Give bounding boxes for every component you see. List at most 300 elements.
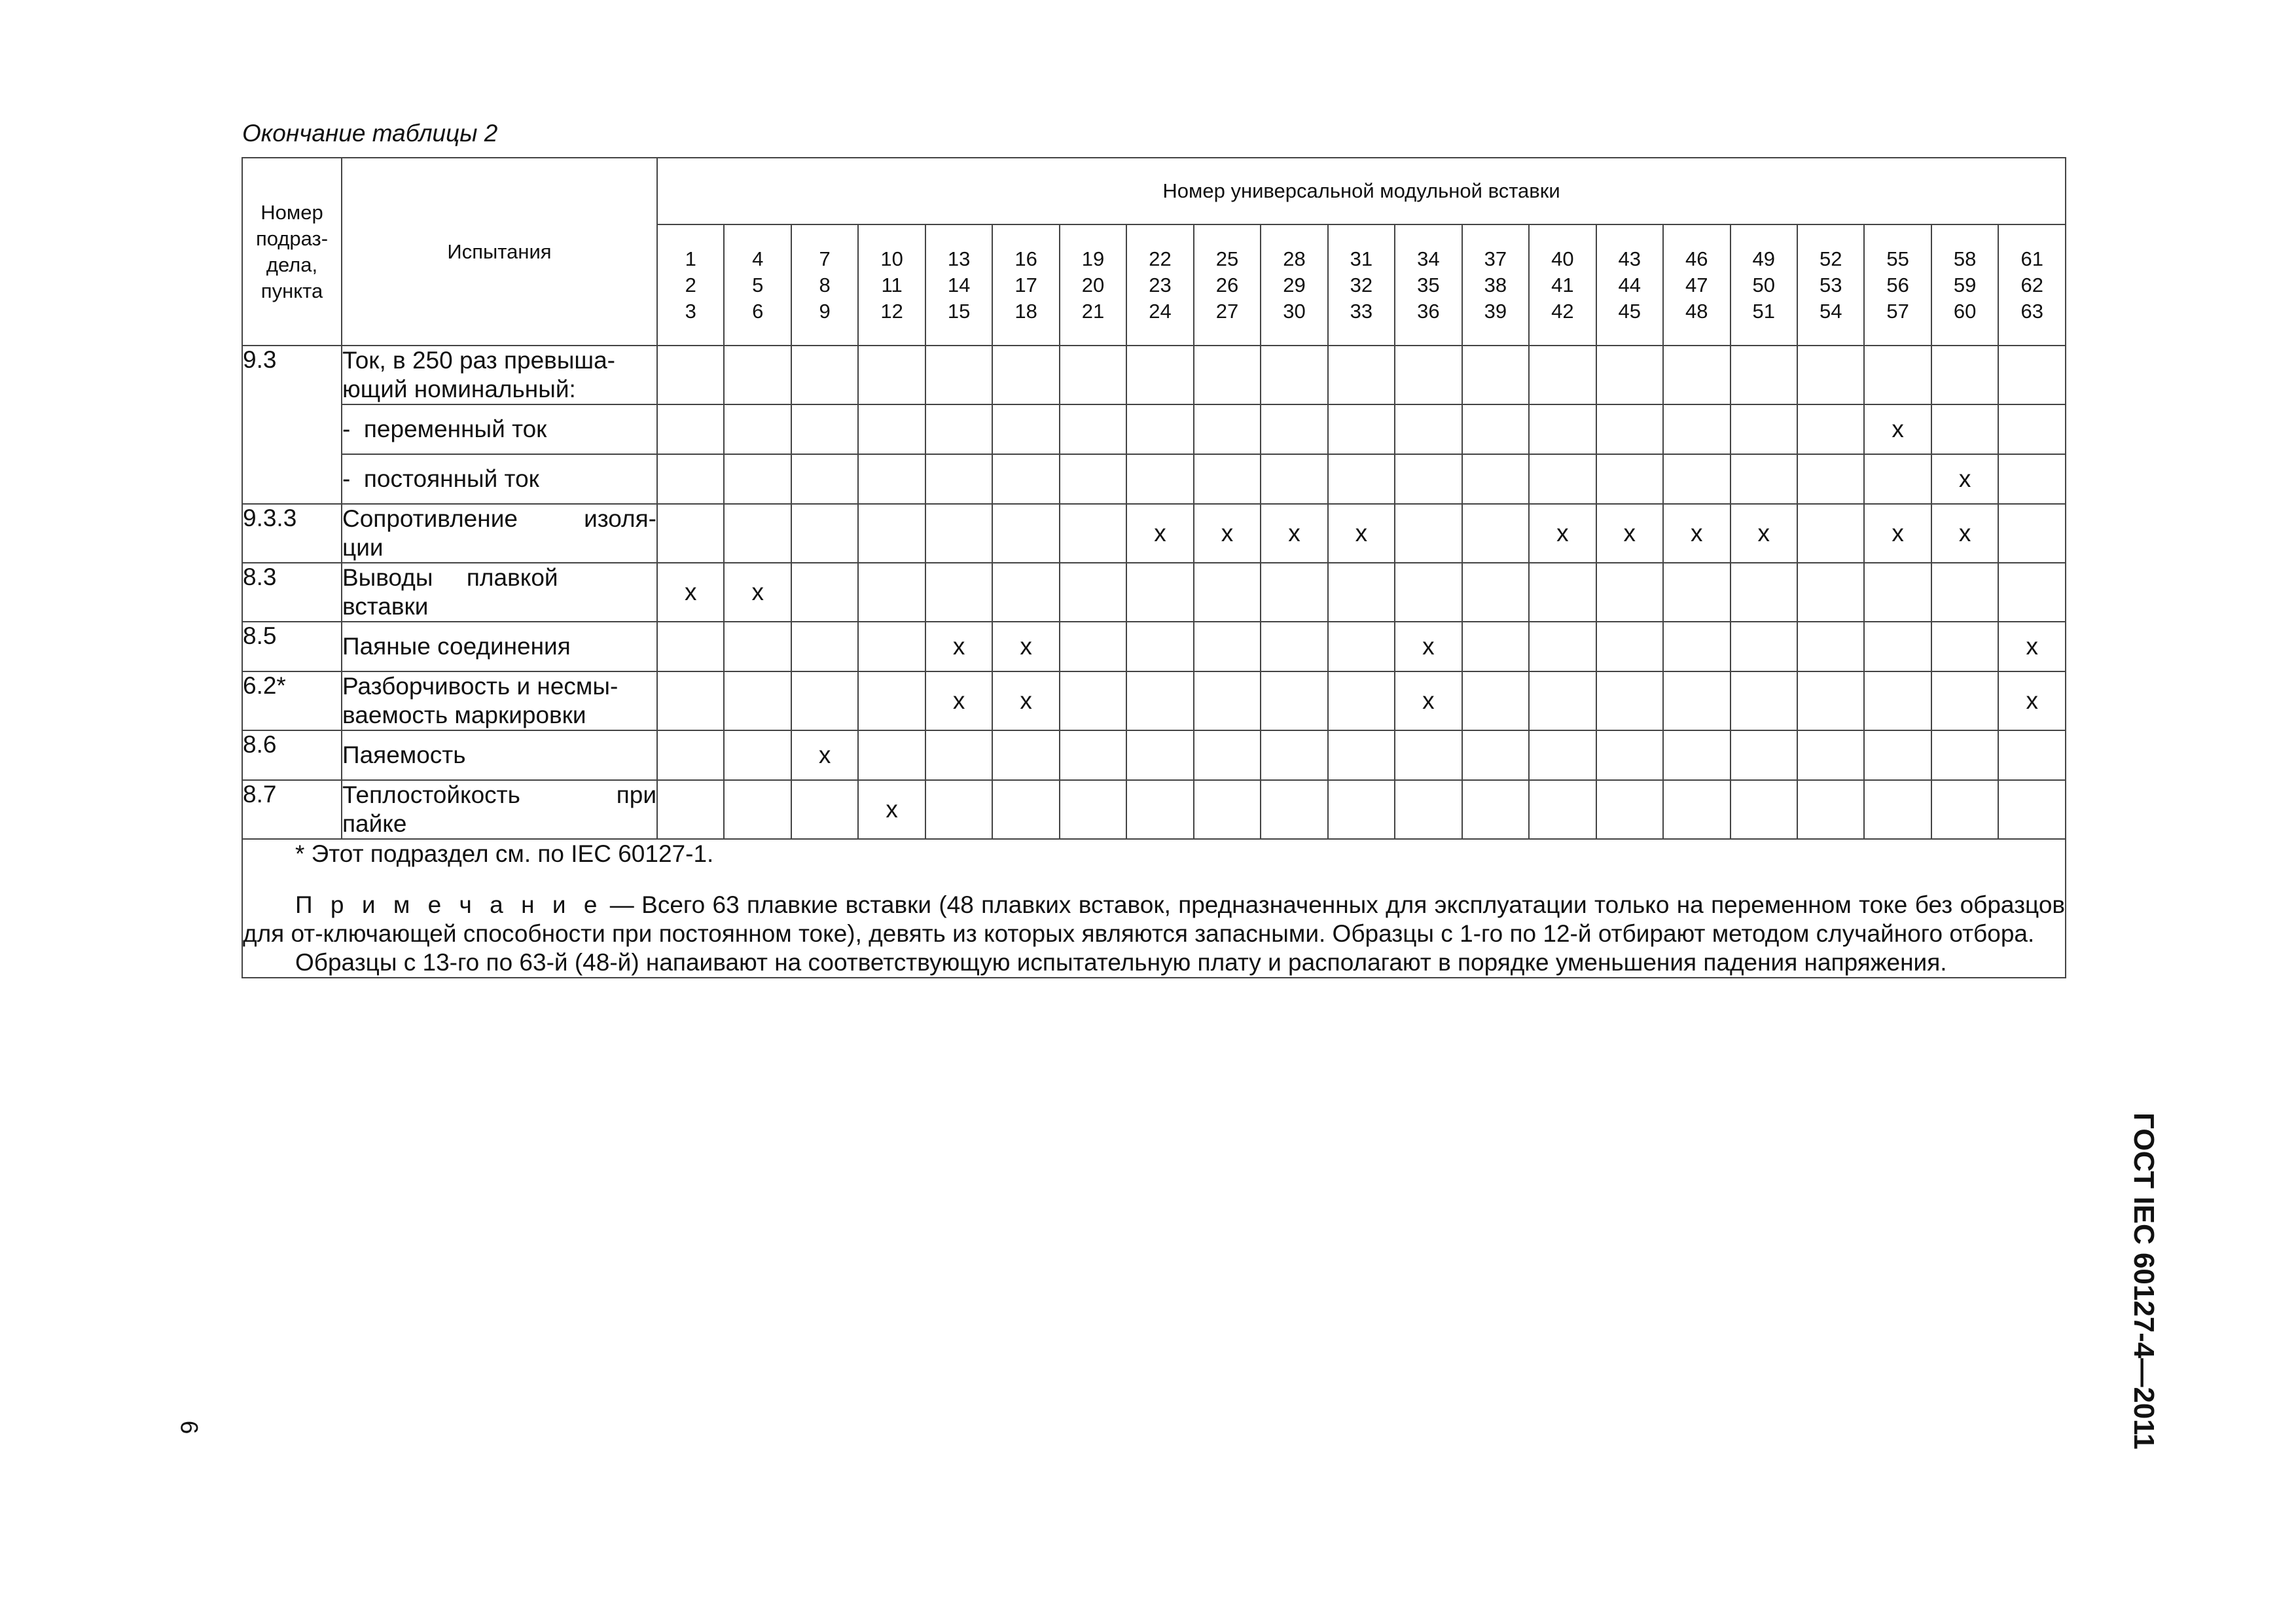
table-row — [242, 780, 2066, 839]
test-line: пайке — [342, 810, 407, 837]
sample-number: 48 — [1685, 299, 1708, 323]
sample-group-header — [1731, 224, 1797, 346]
sample-number: 26 — [1215, 273, 1239, 296]
mark-cell — [1596, 730, 1663, 780]
sample-group-header — [1194, 224, 1261, 346]
mark-cell — [1194, 563, 1261, 622]
mark-cell — [1395, 504, 1462, 563]
mark-cell — [1194, 622, 1261, 671]
sample-number: 52 — [1819, 247, 1842, 270]
sample-number: 54 — [1819, 299, 1842, 323]
mark-cell — [1462, 504, 1529, 563]
table-row — [242, 404, 2066, 454]
mark-cell — [1060, 504, 1126, 563]
mark-cell — [1596, 346, 1663, 404]
mark-cell — [1931, 504, 1998, 563]
mark-cell — [1126, 563, 1193, 622]
mark-cell — [1126, 404, 1193, 454]
mark-cell — [791, 454, 858, 504]
mark-cell — [1462, 404, 1529, 454]
footnote-star: * Этот подраздел см. по IEC 60127-1. — [295, 840, 714, 867]
mark-cell — [1797, 780, 1864, 839]
test-cell — [342, 780, 657, 839]
mark-cell — [791, 404, 858, 454]
section-cell: 8.6 — [242, 730, 342, 780]
mark-cell — [992, 730, 1059, 780]
sample-number: 51 — [1752, 299, 1775, 323]
sample-number: 42 — [1551, 299, 1574, 323]
mark-cell — [657, 671, 724, 730]
mark-cell — [1395, 730, 1462, 780]
mark-x: x — [2026, 633, 2038, 660]
sample-number: 16 — [1014, 247, 1037, 270]
test-line: Теплостойкость при — [342, 781, 656, 808]
section-cell: 8.3 — [242, 563, 342, 622]
sample-number: 62 — [2020, 273, 2043, 296]
mark-cell — [1395, 454, 1462, 504]
mark-cell — [791, 730, 858, 780]
note-text: — Всего 63 плавкие вставки (48 плавких вставок, предназначенных для эксплуатации только на переменном токе без образцов для от-ключающей способности при постоянном токе), девять из которых являются запасными. Образцы с 1-го по 12-й отбирают методом случайного отбора. — [243, 891, 2066, 947]
mark-cell — [1731, 671, 1797, 730]
mark-cell — [1596, 454, 1663, 504]
mark-cell — [1731, 563, 1797, 622]
mark-cell — [1931, 563, 1998, 622]
mark-cell — [1060, 780, 1126, 839]
page-number: 6 — [175, 1420, 203, 1435]
test-cell — [342, 504, 657, 563]
mark-cell — [1261, 780, 1327, 839]
mark-cell — [1328, 622, 1395, 671]
sample-number: 27 — [1215, 299, 1239, 323]
section-cell: 9.3 — [242, 346, 342, 504]
mark-cell — [1731, 404, 1797, 454]
mark-cell — [1998, 346, 2066, 404]
sample-number: 3 — [685, 299, 696, 323]
mark-cell — [1931, 454, 1998, 504]
mark-cell — [1328, 730, 1395, 780]
mark-cell — [1596, 404, 1663, 454]
mark-cell — [1797, 404, 1864, 454]
sample-number: 1 — [685, 247, 696, 270]
mark-cell — [1462, 563, 1529, 622]
mark-cell — [1194, 730, 1261, 780]
sample-number: 63 — [2020, 299, 2043, 323]
mark-cell — [1060, 622, 1126, 671]
sample-number: 45 — [1618, 299, 1641, 323]
mark-cell — [1395, 346, 1462, 404]
table-row — [242, 346, 2066, 404]
sample-number: 24 — [1149, 299, 1172, 323]
mark-cell — [724, 671, 791, 730]
sample-number: 22 — [1149, 247, 1172, 270]
mark-cell — [1529, 780, 1596, 839]
mark-cell — [791, 563, 858, 622]
mark-cell — [1194, 504, 1261, 563]
mark-cell — [791, 346, 858, 404]
mark-cell — [1663, 346, 1730, 404]
sample-number: 20 — [1081, 273, 1105, 296]
mark-cell — [1864, 671, 1931, 730]
sample-number: 5 — [752, 273, 764, 296]
sample-group-header — [1462, 224, 1529, 346]
note-label: П р и м е ч а н и е — [295, 891, 603, 918]
mark-cell — [992, 563, 1059, 622]
mark-cell — [992, 671, 1059, 730]
mark-cell — [724, 622, 791, 671]
test-line: Паяемость — [342, 741, 466, 768]
sample-group-header — [791, 224, 858, 346]
mark-cell — [1462, 346, 1529, 404]
test-cell — [342, 404, 657, 454]
sample-group-header — [992, 224, 1059, 346]
mark-x: x — [2026, 687, 2038, 714]
mark-cell — [1663, 671, 1730, 730]
mark-cell — [657, 346, 724, 404]
mark-cell — [1060, 346, 1126, 404]
test-line: вставки — [342, 593, 429, 620]
mark-cell — [1529, 404, 1596, 454]
note-paragraph — [243, 891, 2065, 948]
sample-number: 9 — [819, 299, 831, 323]
test-line: ции — [342, 534, 384, 561]
mark-x: x — [1691, 520, 1703, 546]
sample-group-header — [1261, 224, 1327, 346]
mark-cell — [1931, 346, 1998, 404]
mark-cell — [1864, 504, 1931, 563]
mark-x: x — [1154, 520, 1166, 546]
mark-x: x — [1958, 520, 1971, 546]
mark-cell — [1931, 404, 1998, 454]
mark-cell — [724, 730, 791, 780]
sample-group-header — [1596, 224, 1663, 346]
mark-cell — [858, 671, 925, 730]
sample-number: 35 — [1417, 273, 1440, 296]
section-cell: 9.3.3 — [242, 504, 342, 563]
mark-cell — [858, 563, 925, 622]
mark-x: x — [1757, 520, 1770, 546]
mark-cell — [1328, 346, 1395, 404]
sample-number: 58 — [1953, 247, 1977, 270]
sample-group-header — [1864, 224, 1931, 346]
mark-cell — [1797, 563, 1864, 622]
document-code — [2124, 1113, 2163, 1450]
mark-cell — [1864, 563, 1931, 622]
mark-cell — [1731, 780, 1797, 839]
table-row — [242, 671, 2066, 730]
mark-cell — [925, 504, 992, 563]
section-header-line: Номер — [260, 200, 323, 224]
mark-cell — [724, 454, 791, 504]
sample-number: 31 — [1350, 247, 1373, 270]
mark-cell — [1731, 504, 1797, 563]
mark-cell — [791, 622, 858, 671]
sample-number: 61 — [2020, 247, 2043, 270]
mark-cell — [858, 346, 925, 404]
sample-number: 4 — [752, 247, 764, 270]
mark-cell — [1462, 671, 1529, 730]
sample-number: 29 — [1283, 273, 1306, 296]
mark-cell — [925, 671, 992, 730]
mark-cell — [657, 780, 724, 839]
mark-cell — [925, 780, 992, 839]
mark-cell — [657, 622, 724, 671]
samples-group-header: Номер универсальной модульной вставки — [657, 158, 2066, 224]
mark-cell — [1797, 730, 1864, 780]
sample-group-header — [1931, 224, 1998, 346]
mark-cell — [858, 454, 925, 504]
sample-number: 10 — [880, 247, 903, 270]
tests-column-header: Испытания — [342, 158, 657, 346]
mark-cell — [1797, 346, 1864, 404]
sample-number: 6 — [752, 299, 764, 323]
sample-number: 37 — [1484, 247, 1507, 270]
mark-cell — [1797, 504, 1864, 563]
mark-cell — [1261, 346, 1327, 404]
mark-x: x — [1422, 687, 1435, 714]
sample-number: 25 — [1215, 247, 1239, 270]
mark-cell — [1596, 504, 1663, 563]
mark-cell — [925, 454, 992, 504]
section-cell: 8.7 — [242, 780, 342, 839]
sample-number: 13 — [947, 247, 971, 270]
mark-cell — [1529, 454, 1596, 504]
sample-number: 33 — [1350, 299, 1373, 323]
mark-cell — [1931, 730, 1998, 780]
mark-cell — [1663, 563, 1730, 622]
sample-number: 32 — [1350, 273, 1373, 296]
sample-group-header — [724, 224, 791, 346]
mark-cell — [1596, 671, 1663, 730]
sample-number: 34 — [1417, 247, 1440, 270]
mark-x: x — [952, 633, 965, 660]
mark-cell — [1194, 780, 1261, 839]
mark-x: x — [1288, 520, 1300, 546]
sample-number: 41 — [1551, 273, 1574, 296]
table-row — [242, 730, 2066, 780]
sample-number: 49 — [1752, 247, 1775, 270]
mark-x: x — [1422, 633, 1435, 660]
sample-group-header — [1797, 224, 1864, 346]
mark-cell — [1126, 780, 1193, 839]
mark-cell — [1731, 346, 1797, 404]
mark-cell — [1261, 504, 1327, 563]
sample-number: 39 — [1484, 299, 1507, 323]
sample-number: 60 — [1953, 299, 1977, 323]
sample-number: 55 — [1886, 247, 1909, 270]
mark-cell — [1060, 563, 1126, 622]
mark-cell — [992, 454, 1059, 504]
mark-cell — [657, 454, 724, 504]
mark-cell — [1261, 622, 1327, 671]
sample-number: 17 — [1014, 273, 1037, 296]
mark-cell — [1998, 671, 2066, 730]
mark-cell — [724, 563, 791, 622]
sample-number: 46 — [1685, 247, 1708, 270]
mark-cell — [1462, 780, 1529, 839]
sample-number: 2 — [685, 273, 696, 296]
mark-cell — [1328, 504, 1395, 563]
mark-cell — [1529, 671, 1596, 730]
mark-cell — [1395, 563, 1462, 622]
test-line: Разборчивость и несмы- — [342, 673, 619, 700]
mark-x: x — [886, 796, 898, 823]
sample-number: 57 — [1886, 299, 1909, 323]
mark-cell — [1126, 671, 1193, 730]
mark-cell — [1060, 404, 1126, 454]
mark-cell — [1731, 454, 1797, 504]
mark-cell — [1126, 454, 1193, 504]
table-row — [242, 622, 2066, 671]
sample-group-header — [1328, 224, 1395, 346]
mark-cell — [1596, 622, 1663, 671]
mark-cell — [1261, 671, 1327, 730]
mark-cell — [657, 504, 724, 563]
mark-cell — [1596, 563, 1663, 622]
mark-cell — [657, 404, 724, 454]
test-line: - переменный ток — [342, 416, 547, 442]
mark-cell — [1998, 780, 2066, 839]
mark-cell — [1060, 671, 1126, 730]
mark-cell — [1931, 780, 1998, 839]
mark-cell — [1797, 622, 1864, 671]
mark-x: x — [751, 579, 764, 605]
sample-number: 40 — [1551, 247, 1574, 270]
table-header — [242, 158, 2066, 346]
test-line: ющий номинальный: — [342, 376, 576, 402]
mark-cell — [1462, 730, 1529, 780]
mark-cell — [1931, 671, 1998, 730]
sample-number: 15 — [947, 299, 971, 323]
test-cell — [342, 622, 657, 671]
mark-x: x — [1355, 520, 1368, 546]
mark-cell — [1126, 730, 1193, 780]
mark-cell — [791, 504, 858, 563]
mark-cell — [1663, 454, 1730, 504]
mark-cell — [1529, 346, 1596, 404]
mark-cell — [1663, 504, 1730, 563]
mark-cell — [1663, 780, 1730, 839]
test-line: Паяные соединения — [342, 633, 571, 660]
mark-cell — [858, 780, 925, 839]
mark-cell — [1395, 780, 1462, 839]
mark-cell — [1864, 346, 1931, 404]
mark-cell — [1931, 622, 1998, 671]
sample-number: 36 — [1417, 299, 1440, 323]
sample-group-header — [1060, 224, 1126, 346]
sample-number: 14 — [947, 273, 971, 296]
mark-cell — [1864, 404, 1931, 454]
mark-cell — [1596, 780, 1663, 839]
mark-cell — [1261, 730, 1327, 780]
mark-cell — [1998, 622, 2066, 671]
mark-cell — [1261, 404, 1327, 454]
mark-cell — [925, 563, 992, 622]
sample-number: 38 — [1484, 273, 1507, 296]
mark-cell — [1663, 622, 1730, 671]
mark-cell — [1126, 622, 1193, 671]
mark-cell — [1731, 622, 1797, 671]
mark-cell — [1126, 346, 1193, 404]
mark-cell — [992, 622, 1059, 671]
mark-cell — [1194, 671, 1261, 730]
mark-cell — [791, 671, 858, 730]
section-cell: 6.2* — [242, 671, 342, 730]
test-cell — [342, 671, 657, 730]
mark-cell — [992, 404, 1059, 454]
sample-number: 30 — [1283, 299, 1306, 323]
mark-cell — [657, 730, 724, 780]
mark-cell — [1261, 454, 1327, 504]
mark-x: x — [818, 741, 831, 768]
mark-cell — [1462, 622, 1529, 671]
table-caption: Окончание таблицы 2 — [242, 120, 498, 147]
mark-cell — [858, 404, 925, 454]
mark-cell — [1663, 404, 1730, 454]
mark-x: x — [1623, 520, 1636, 546]
mark-cell — [992, 346, 1059, 404]
mark-cell — [858, 730, 925, 780]
mark-cell — [1998, 454, 2066, 504]
mark-cell — [1395, 671, 1462, 730]
sample-number: 59 — [1953, 273, 1977, 296]
mark-cell — [1328, 671, 1395, 730]
mark-cell — [1060, 730, 1126, 780]
mark-cell — [1395, 622, 1462, 671]
mark-cell — [791, 780, 858, 839]
mark-cell — [1731, 730, 1797, 780]
test-cell — [342, 346, 657, 404]
mark-cell — [992, 780, 1059, 839]
section-cell: 8.5 — [242, 622, 342, 671]
table-row — [242, 563, 2066, 622]
mark-cell — [1328, 563, 1395, 622]
sample-number: 43 — [1618, 247, 1641, 270]
table-row — [242, 454, 2066, 504]
sample-group-header — [925, 224, 992, 346]
sample-group-header — [1529, 224, 1596, 346]
sample-number: 23 — [1149, 273, 1172, 296]
mark-cell — [724, 346, 791, 404]
mark-cell — [1998, 504, 2066, 563]
mark-cell — [1864, 622, 1931, 671]
mark-x: x — [952, 687, 965, 714]
sample-number: 21 — [1081, 299, 1105, 323]
sample-group-header — [1998, 224, 2066, 346]
sample-group-header — [1663, 224, 1730, 346]
section-column-header — [242, 158, 342, 346]
mark-x: x — [1892, 416, 1904, 442]
sample-number: 19 — [1081, 247, 1105, 270]
mark-cell — [992, 504, 1059, 563]
mark-cell — [1328, 454, 1395, 504]
mark-x: x — [1958, 465, 1971, 492]
test-matrix-table — [242, 157, 2066, 978]
sample-number: 56 — [1886, 273, 1909, 296]
mark-cell — [1864, 454, 1931, 504]
sample-number: 12 — [880, 299, 903, 323]
mark-cell — [925, 622, 992, 671]
sample-number: 47 — [1685, 273, 1708, 296]
mark-cell — [1261, 563, 1327, 622]
mark-cell — [1797, 671, 1864, 730]
document-code-text: ГОСТ IEC 60127-4—2011 — [2128, 1113, 2160, 1450]
mark-cell — [1328, 404, 1395, 454]
test-cell — [342, 454, 657, 504]
mark-x: x — [1556, 520, 1569, 546]
mark-x: x — [1020, 633, 1032, 660]
mark-cell — [724, 404, 791, 454]
mark-cell — [858, 622, 925, 671]
